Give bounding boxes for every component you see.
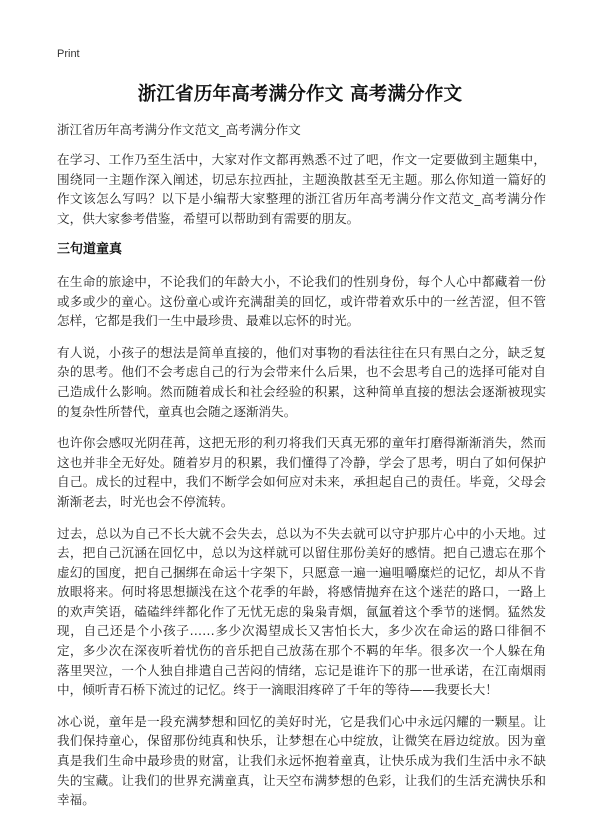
paragraph: 在生命的旅途中，不论我们的年龄大小，不论我们的性别身份，每个人心中都藏着一份或多或少的童心。这份童心或许充满甜美的回忆，或许带着欢乐中的一丝苦涩，但不管怎样，它都是我们一生中最珍贵、最难以忘怀的时光。: [57, 273, 546, 329]
article-body: [57, 150, 546, 822]
page-title: 浙江省历年高考满分作文 高考满分作文: [137, 84, 463, 105]
paragraph: 冰心说，童年是一段充满梦想和回忆的美好时光，它是我们心中永远闪耀的一颗星。让我们保持童心，保留那份纯真和快乐，让梦想在心中绽放，让微笑在唇边绽放。因为童真是我们生命中最珍贵的财富，让我们永远怀抱着童真，让快乐成为我们生活中永不缺失的宝藏。让我们的世界充满童真，让天空布满梦想的色彩，让我们的生活充满快乐和幸福。: [57, 713, 546, 808]
subtitle: 浙江省历年高考满分作文范文_高考满分作文: [57, 122, 301, 137]
paragraph: 有人说，小孩子的想法是简单直接的，他们对事物的看法往往在只有黑白之分，缺乏复杂的思考。他们不会考虑自己的行为会带来什么后果，也不会思考自己的选择可能对自己造成什么影响。然而随着成长和社会经验的积累，这种简单直接的想法会逐渐被现实的复杂性所替代，童真也会随之逐渐消失。: [57, 344, 546, 419]
paragraph: 也许你会感叹光阴荏苒，这把无形的利刃将我们天真无邪的童年打磨得渐渐消失，然而这也并非全无好处。随着岁月的积累，我们懂得了冷静，学会了思考，明白了如何保护自己。成长的过程中，我们不断学会如何应对未来，承担起自己的责任。毕竟，父母会渐渐老去，时光也会不停流转。: [57, 435, 546, 509]
print-label: Print: [57, 48, 80, 60]
intro-paragraph: 在学习、工作乃至生活中，大家对作文都再熟悉不过了吧，作文一定要做到主题集中，围绕同一主题作深入阐述，切忌东拉西扯，主题涣散甚至无主题。那么你知道一篇好的作文该怎么写吗？以下是小编帮大家整理的浙江省历年高考满分作文范文_高考满分作文，供大家参考借鉴，希望可以帮助到有需要的朋友。: [57, 152, 546, 226]
section-heading: 三句道童真: [57, 242, 123, 258]
paragraph: 过去，总以为自己不长大就不会失去，总以为不失去就可以守护那片心中的小天地。过去，把自己沉涵在回忆中，总以为这样就可以留住那份美好的感情。把自己遗忘在那个虚幻的国度，把自己捆绑在命运十字架下，只愿意一遍一遍咀嚼糜烂的记忆，却从不肯放眼将来。何时将思想撷浅在这个花季的年龄，将感情抛弃在这个迷茫的路口，一路上的欢声笑语，磕磕绊绊都化作了无忧无虑的枭枭青烟，氤氲着这个季节的迷惘。猛然发现，自己还是个小孩子……多少次渴望成长又害怕长大，多少次在命运的路口徘徊不定，多少次在深夜听着忧伤的音乐把自己放荡在那个不羁的年华。很多次一个人躲在角落里哭泣，一个人独自排遣自己苦闷的情绪，忘记是谁许下的那一世承诺，在江南烟雨中，倾听青石桥下流过的记忆。终于一滴眼泪疼碎了千年的等待——我要长大！: [57, 525, 546, 698]
